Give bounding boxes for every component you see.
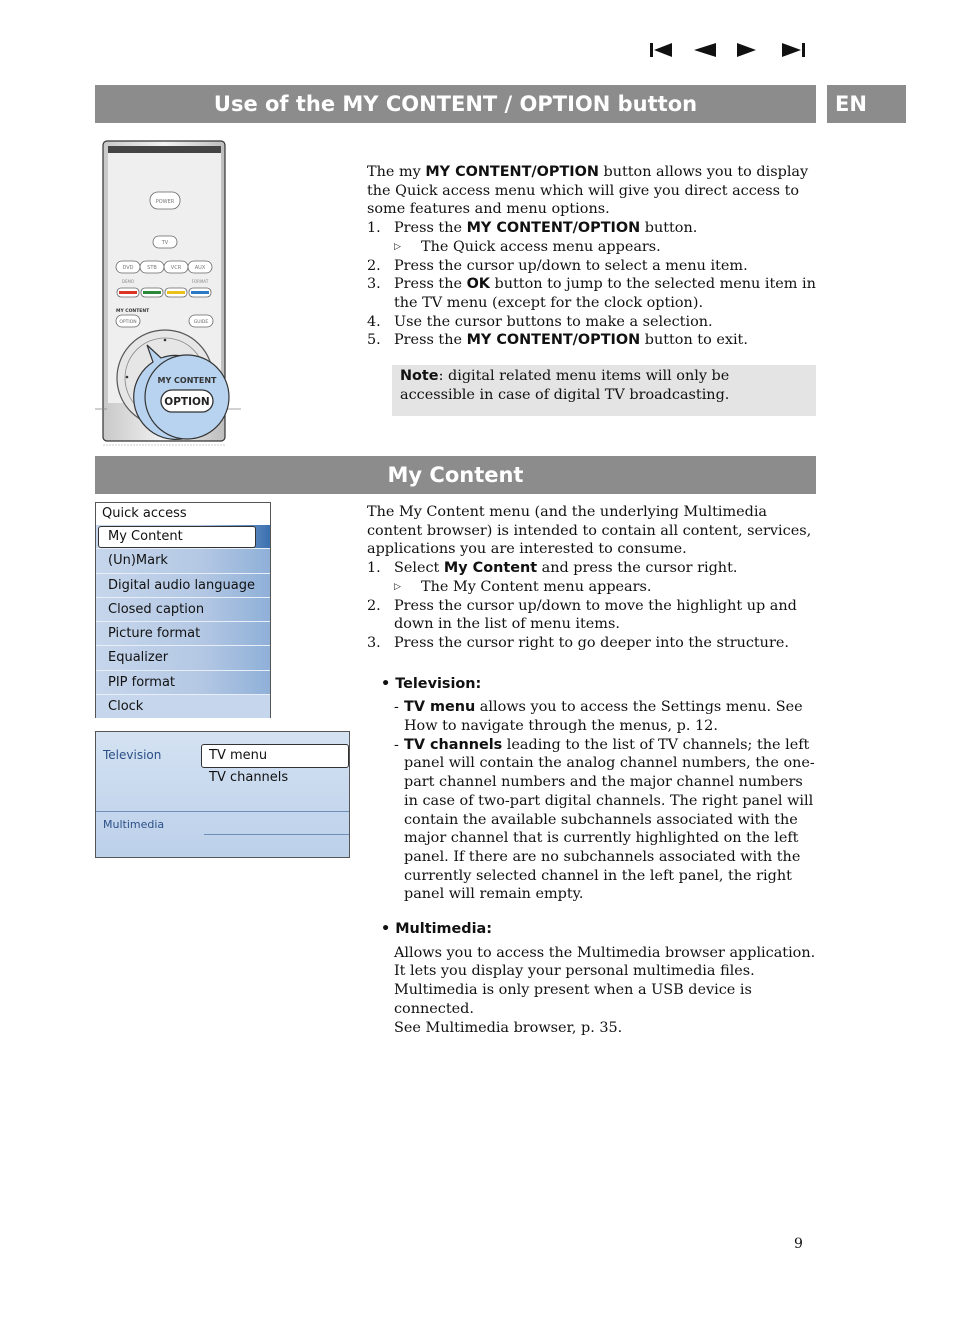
intro-text bbox=[367, 163, 819, 350]
mc-step-1: 1. Select My Content and press the cursor right. bbox=[367, 560, 738, 577]
remote-control-illustration bbox=[95, 140, 245, 450]
intro-step-3: 3. Press the OK button to jump to the selected menu item in the TV menu (except for the clock option). bbox=[367, 276, 816, 311]
first-page-icon[interactable] bbox=[650, 43, 672, 57]
page-title: Use of the MY CONTENT / OPTION button bbox=[213, 92, 698, 116]
callout-my-content-label: MY CONTENT bbox=[157, 376, 217, 385]
quick-access-menu bbox=[95, 502, 271, 718]
my-content-paragraph: The My Content menu (and the underlying Multimedia content browser) is intended to contain all content, services, applications you are interested to consume. bbox=[367, 504, 812, 558]
intro-step-4: 4. Use the cursor buttons to make a selection. bbox=[367, 313, 713, 330]
panel-item-tv-channels[interactable]: TV channels bbox=[209, 770, 289, 785]
intro-paragraph: The my MY CONTENT/OPTION button allows you to display the Quick access menu which will give you direct access to some features and menu options. bbox=[367, 164, 809, 218]
menu-item-pip-format[interactable]: PIP format bbox=[96, 670, 270, 694]
guide-label: GUIDE bbox=[193, 320, 209, 325]
menu-item-digital-audio-language[interactable]: Digital audio language bbox=[96, 573, 270, 597]
multimedia-see-also: See Multimedia browser, p. 35. bbox=[394, 1019, 623, 1036]
demo-label: DEMO bbox=[121, 279, 135, 284]
my-content-small-label: MY CONTENT bbox=[116, 309, 150, 314]
multimedia-section bbox=[367, 920, 819, 1037]
result-triangle-icon: ▷ bbox=[394, 581, 401, 592]
mc-step-2: 2. Press the cursor up/down to move the highlight up and down in the list of menu items. bbox=[367, 597, 797, 633]
note-text: : digital related menu items will only be accessible in case of digital TV broadcasting. bbox=[400, 368, 730, 403]
intro-step-2: 2. Press the cursor up/down to select a menu item. bbox=[367, 257, 748, 274]
menu-item-closed-caption[interactable]: Closed caption bbox=[96, 597, 270, 621]
multimedia-heading: • Multimedia: bbox=[381, 921, 492, 938]
panel-divider bbox=[204, 834, 349, 835]
section-title-bar bbox=[95, 85, 816, 123]
tv-button-label: TV bbox=[161, 240, 169, 246]
intro-step-1: 1. Press the MY CONTENT/OPTION button. bbox=[367, 220, 698, 237]
note-box bbox=[392, 365, 816, 416]
source-label-aux: AUX bbox=[194, 265, 206, 271]
section-title-my-content: My Content bbox=[387, 463, 524, 487]
tv-menu-description: - TV menu allows you to access the Settings menu. See How to navigate through the menus, p. 12. bbox=[394, 699, 803, 735]
menu-item-equalizer[interactable]: Equalizer bbox=[96, 645, 270, 669]
page-number: 9 bbox=[794, 1236, 803, 1252]
my-content-text bbox=[367, 503, 819, 1037]
format-label: FORMAT bbox=[191, 279, 209, 284]
television-heading: • Television: bbox=[381, 675, 482, 692]
intro-step-5: 5. Press the MY CONTENT/OPTION button to exit. bbox=[367, 332, 748, 349]
source-label-vcr: VCR bbox=[170, 265, 182, 271]
power-button-label: POWER bbox=[155, 199, 175, 205]
source-label-dvd: DVD bbox=[122, 265, 134, 271]
tv-channels-description: - TV channels leading to the list of TV channels; the left panel will contain the analog channel numbers, the one-part channel numbers and the major channel numbers in case of two-part digital channels. The right panel will contain the available subchannels associated with the major channel that is currently highlighted on the left panel. If there are no subchannels associated with the currently selected channel in the left panel, the right panel will remain empty. bbox=[394, 736, 815, 903]
note-label: Note bbox=[400, 368, 439, 384]
mc-step-1-result: ▷ The My Content menu appears. bbox=[394, 578, 652, 595]
menu-item-unmark[interactable]: (Un)Mark bbox=[96, 548, 270, 572]
language-label: EN bbox=[835, 92, 867, 116]
language-tab bbox=[827, 85, 906, 123]
panel-divider bbox=[96, 811, 349, 812]
option-small-label: OPTION bbox=[119, 320, 137, 325]
callout-option-button-label: OPTION bbox=[164, 396, 210, 408]
menu-item-my-content[interactable]: My Content bbox=[108, 529, 183, 544]
mc-step-3: 3. Press the cursor right to go deeper into the structure. bbox=[367, 634, 789, 651]
last-page-icon[interactable] bbox=[782, 43, 805, 57]
previous-page-icon[interactable] bbox=[694, 43, 716, 57]
next-page-icon[interactable] bbox=[737, 43, 756, 57]
panel-category-television[interactable]: Television bbox=[103, 748, 162, 762]
menu-item-clock[interactable]: Clock bbox=[96, 694, 270, 718]
result-triangle-icon: ▷ bbox=[394, 241, 401, 252]
panel-category-multimedia[interactable]: Multimedia bbox=[103, 818, 165, 831]
my-content-panel bbox=[95, 731, 350, 858]
television-section bbox=[367, 675, 819, 904]
source-label-stb: STB bbox=[147, 265, 157, 271]
my-content-title-bar bbox=[95, 456, 816, 494]
menu-item-picture-format[interactable]: Picture format bbox=[96, 621, 270, 645]
intro-step-1-result: ▷ The Quick access menu appears. bbox=[394, 238, 661, 255]
intro-steps bbox=[367, 219, 819, 350]
panel-item-tv-menu[interactable]: TV menu bbox=[201, 744, 349, 768]
my-content-steps bbox=[367, 559, 819, 653]
page-navigation bbox=[648, 40, 808, 62]
quick-access-title: Quick access bbox=[96, 503, 270, 525]
multimedia-description: Allows you to access the Multimedia browser application. It lets you display your personal multimedia files. Multimedia is only present when a USB device is connected. bbox=[394, 944, 816, 1017]
